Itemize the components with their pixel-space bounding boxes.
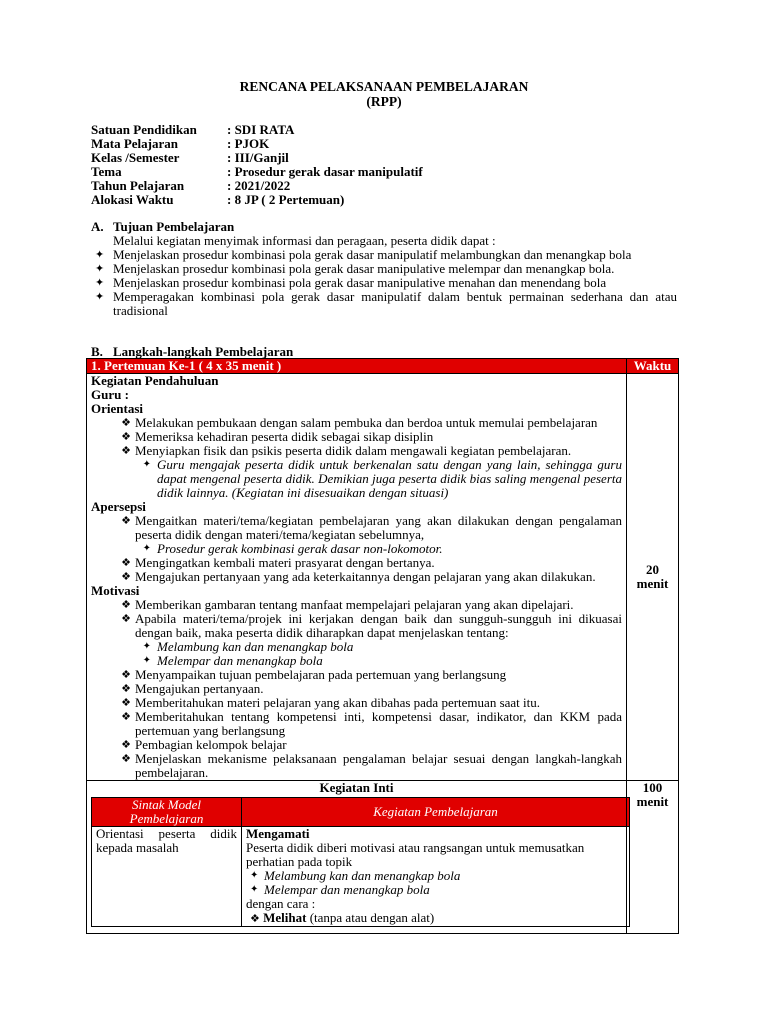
document-title: RENCANA PELAKSANAAN PEMBELAJARAN <box>239 79 529 94</box>
introduction-heading: Kegiatan Pendahuluan <box>91 373 219 388</box>
teacher-label: Guru : <box>91 387 129 402</box>
objective-list <box>91 248 677 318</box>
meta-row <box>91 123 423 137</box>
core-activities <box>87 781 627 934</box>
lesson-steps-table <box>86 358 679 934</box>
diamond-bullet-icon: ❖ <box>121 599 131 611</box>
diamond-bullet-icon: ❖ <box>121 571 131 583</box>
time-header: Waktu <box>627 359 679 374</box>
section-a-intro: Melalui kegiatan menyimak informasi dan peragaan, peserta didik dapat : <box>113 233 496 248</box>
observe-text: Peserta didik diberi motivasi atau rangsangan untuk memusatkan perhatian pada topik <box>246 840 585 869</box>
meta-value: : Prosedur gerak dasar manipulatif <box>227 164 423 179</box>
list-item: ❖ Menyampaikan tujuan pembelajaran pada pertemuan yang berlangsung <box>91 668 622 682</box>
objective-text: Menjelaskan prosedur kombinasi pola gerak dasar manipulative menahan dan menendang bola <box>113 275 607 290</box>
diamond-bullet-icon: ❖ <box>121 613 131 625</box>
list-item: ❖ Melakukan pembukaan dengan salam pembuka dan berdoa untuk memulai pembelajaran <box>91 416 622 430</box>
meta-value: : SDI RATA <box>227 122 295 137</box>
list-item: ❖ Memeriksa kehadiran peserta didik sebagai sikap disiplin <box>91 430 622 444</box>
observe-heading: Mengamati <box>246 826 310 841</box>
diamond-bullet-icon: ❖ <box>250 913 260 925</box>
list-item <box>91 290 677 318</box>
star-bullet-icon: ✦ <box>142 543 151 554</box>
list-item: ✦ Melambung kan dan menangkap bola <box>246 869 625 883</box>
diamond-bullet-icon: ❖ <box>121 431 131 443</box>
list-item: ✦ Melempar dan menangkap bola <box>246 883 625 897</box>
list-item <box>91 262 677 276</box>
list-item: ❖ Apabila materi/tema/projek ini kerjakan dengan baik dan sungguh-sungguh ini dikuasai dengan baik, maka peserta didik diharapkan dapat menjelaskan tentang: <box>91 612 622 640</box>
list-item <box>91 276 677 290</box>
introduction-time <box>627 374 679 781</box>
star-bullet-icon: ✦ <box>95 249 105 261</box>
method-item <box>246 911 625 926</box>
time-value: 20 <box>646 562 659 577</box>
star-bullet-icon: ✦ <box>250 884 259 895</box>
star-bullet-icon: ✦ <box>142 459 151 470</box>
list-item: ❖ Menyiapkan fisik dan psikis peserta didik dalam mengawali kegiatan pembelajaran. <box>91 444 622 458</box>
meta-value: : 8 JP ( 2 Pertemuan) <box>227 192 345 207</box>
header-text: Sintak Model Pembelajaran <box>129 797 204 826</box>
list-item: ❖ Menjelaskan mekanisme pelaksanaan pengalaman belajar sesuai dengan langkah-langkah pembelajaran. <box>91 752 622 780</box>
core-heading: Kegiatan Inti <box>319 780 394 795</box>
method-label: dengan cara : <box>246 896 316 911</box>
apperception-sublist <box>91 542 622 556</box>
diamond-bullet-icon: ❖ <box>121 683 131 695</box>
diamond-bullet-icon: ❖ <box>121 669 131 681</box>
apperception-list-cont <box>91 556 622 584</box>
star-bullet-icon: ✦ <box>142 655 151 666</box>
list-item: ✦ Prosedur gerak kombinasi gerak dasar non-lokomotor. <box>91 542 622 556</box>
diamond-bullet-icon: ❖ <box>121 753 131 765</box>
list-item: ❖ Memberikan gambaran tentang manfaat mempelajari pelajaran yang akan dipelajari. <box>91 598 622 612</box>
time-unit: menit <box>636 576 669 591</box>
time-unit: menit <box>636 794 669 809</box>
section-letter: A. <box>91 219 104 234</box>
motivation-list-cont <box>91 668 622 780</box>
activity-column-header: Kegiatan Pembelajaran <box>242 798 630 827</box>
apperception-list <box>91 514 622 542</box>
star-bullet-icon: ✦ <box>95 277 105 289</box>
section-a <box>91 220 677 318</box>
core-time <box>627 781 679 934</box>
observe-sublist <box>246 869 625 897</box>
list-item: ❖ Mengingatkan kembali materi prasyarat dengan bertanya. <box>91 556 622 570</box>
diamond-bullet-icon: ❖ <box>121 417 131 429</box>
star-bullet-icon: ✦ <box>142 641 151 652</box>
document-subtitle: (RPP) <box>366 94 402 109</box>
motivation-sublist <box>91 640 622 668</box>
core-activities-table <box>91 797 630 927</box>
meta-label: Alokasi Waktu <box>91 192 174 207</box>
meta-row <box>91 137 423 151</box>
section-heading: Tujuan Pembelajaran <box>113 219 235 234</box>
meta-label: Satuan Pendidikan <box>91 122 197 137</box>
syntax-cell: Orientasi peserta didik kepada masalah <box>92 827 242 927</box>
orientation-sublist <box>91 458 622 500</box>
meta-value: : III/Ganjil <box>227 150 289 165</box>
list-item <box>91 248 677 262</box>
list-item: ❖ Pembagian kelompok belajar <box>91 738 622 752</box>
diamond-bullet-icon: ❖ <box>121 711 131 723</box>
meta-label: Mata Pelajaran <box>91 136 179 151</box>
meta-value: : PJOK <box>227 136 270 151</box>
diamond-bullet-icon: ❖ <box>121 557 131 569</box>
method-bold: Melihat <box>263 910 307 925</box>
objective-text: Memperagakan kombinasi pola gerak dasar manipulatif dalam bentuk permainan sederhana dan atau tradisional <box>113 289 677 318</box>
motivation-list <box>91 598 622 640</box>
list-item: ❖ Mengaitkan materi/tema/kegiatan pembelajaran yang akan dilakukan dengan pengalaman peserta didik dengan materi/tema/kegiatan sebelumnya, <box>91 514 622 542</box>
objective-text: Menjelaskan prosedur kombinasi pola gerak dasar manipulatif melambungkan dan menangkap bola <box>113 247 632 262</box>
apperception-heading: Apersepsi <box>91 499 146 514</box>
motivation-heading: Motivasi <box>91 583 140 598</box>
meta-row <box>91 193 423 207</box>
star-bullet-icon: ✦ <box>95 263 105 275</box>
diamond-bullet-icon: ❖ <box>121 739 131 751</box>
meta-value: : 2021/2022 <box>227 178 291 193</box>
diamond-bullet-icon: ❖ <box>121 515 131 527</box>
identity-block <box>91 123 423 207</box>
star-bullet-icon: ✦ <box>250 870 259 881</box>
list-item: ❖ Mengajukan pertanyaan. <box>91 682 622 696</box>
method-rest: (tanpa atau dengan alat) <box>306 910 435 925</box>
meta-label: Tema <box>91 164 122 179</box>
section-heading: Langkah-langkah Pembelajaran <box>113 344 294 359</box>
list-item: ✦ Melambung kan dan menangkap bola <box>91 640 622 654</box>
meeting-header: 1. Pertemuan Ke-1 ( 4 x 35 menit ) <box>87 359 627 374</box>
orientation-list <box>91 416 622 458</box>
orientation-heading: Orientasi <box>91 401 143 416</box>
diamond-bullet-icon: ❖ <box>121 697 131 709</box>
syntax-column-header <box>92 798 242 827</box>
list-item: ❖ Mengajukan pertanyaan yang ada keterkaitannya dengan pelajaran yang akan dilakukan. <box>91 570 622 584</box>
meta-row <box>91 179 423 193</box>
meta-label: Kelas /Semester <box>91 150 180 165</box>
activity-cell <box>242 827 630 927</box>
meta-row <box>91 151 423 165</box>
meta-row <box>91 165 423 179</box>
list-item: ❖ Memberitahukan tentang kompetensi inti, kompetensi dasar, indikator, dan KKM pada pertemuan yang berlangsung <box>91 710 622 738</box>
star-bullet-icon: ✦ <box>95 291 105 303</box>
list-item: ✦ Guru mengajak peserta didik untuk berkenalan satu dengan yang lain, sehingga guru dapat mengenal peserta didik. Demikian juga peserta didik bias saling mengenal peserta didik lainnya. (Kegiatan ini disesuaikan dengan situasi) <box>91 458 622 500</box>
section-b-heading <box>91 345 293 359</box>
section-a-heading <box>91 220 677 234</box>
list-item: ❖ Memberitahukan materi pelajaran yang akan dibahas pada pertemuan saat itu. <box>91 696 622 710</box>
time-value: 100 <box>642 780 663 795</box>
objective-text: Menjelaskan prosedur kombinasi pola gerak dasar manipulative melempar dan menangkap bola. <box>113 261 615 276</box>
list-item: ✦ Melempar dan menangkap bola <box>91 654 622 668</box>
diamond-bullet-icon: ❖ <box>121 445 131 457</box>
section-letter: B. <box>91 344 103 359</box>
introduction-activities <box>87 374 627 781</box>
meta-label: Tahun Pelajaran <box>91 178 185 193</box>
